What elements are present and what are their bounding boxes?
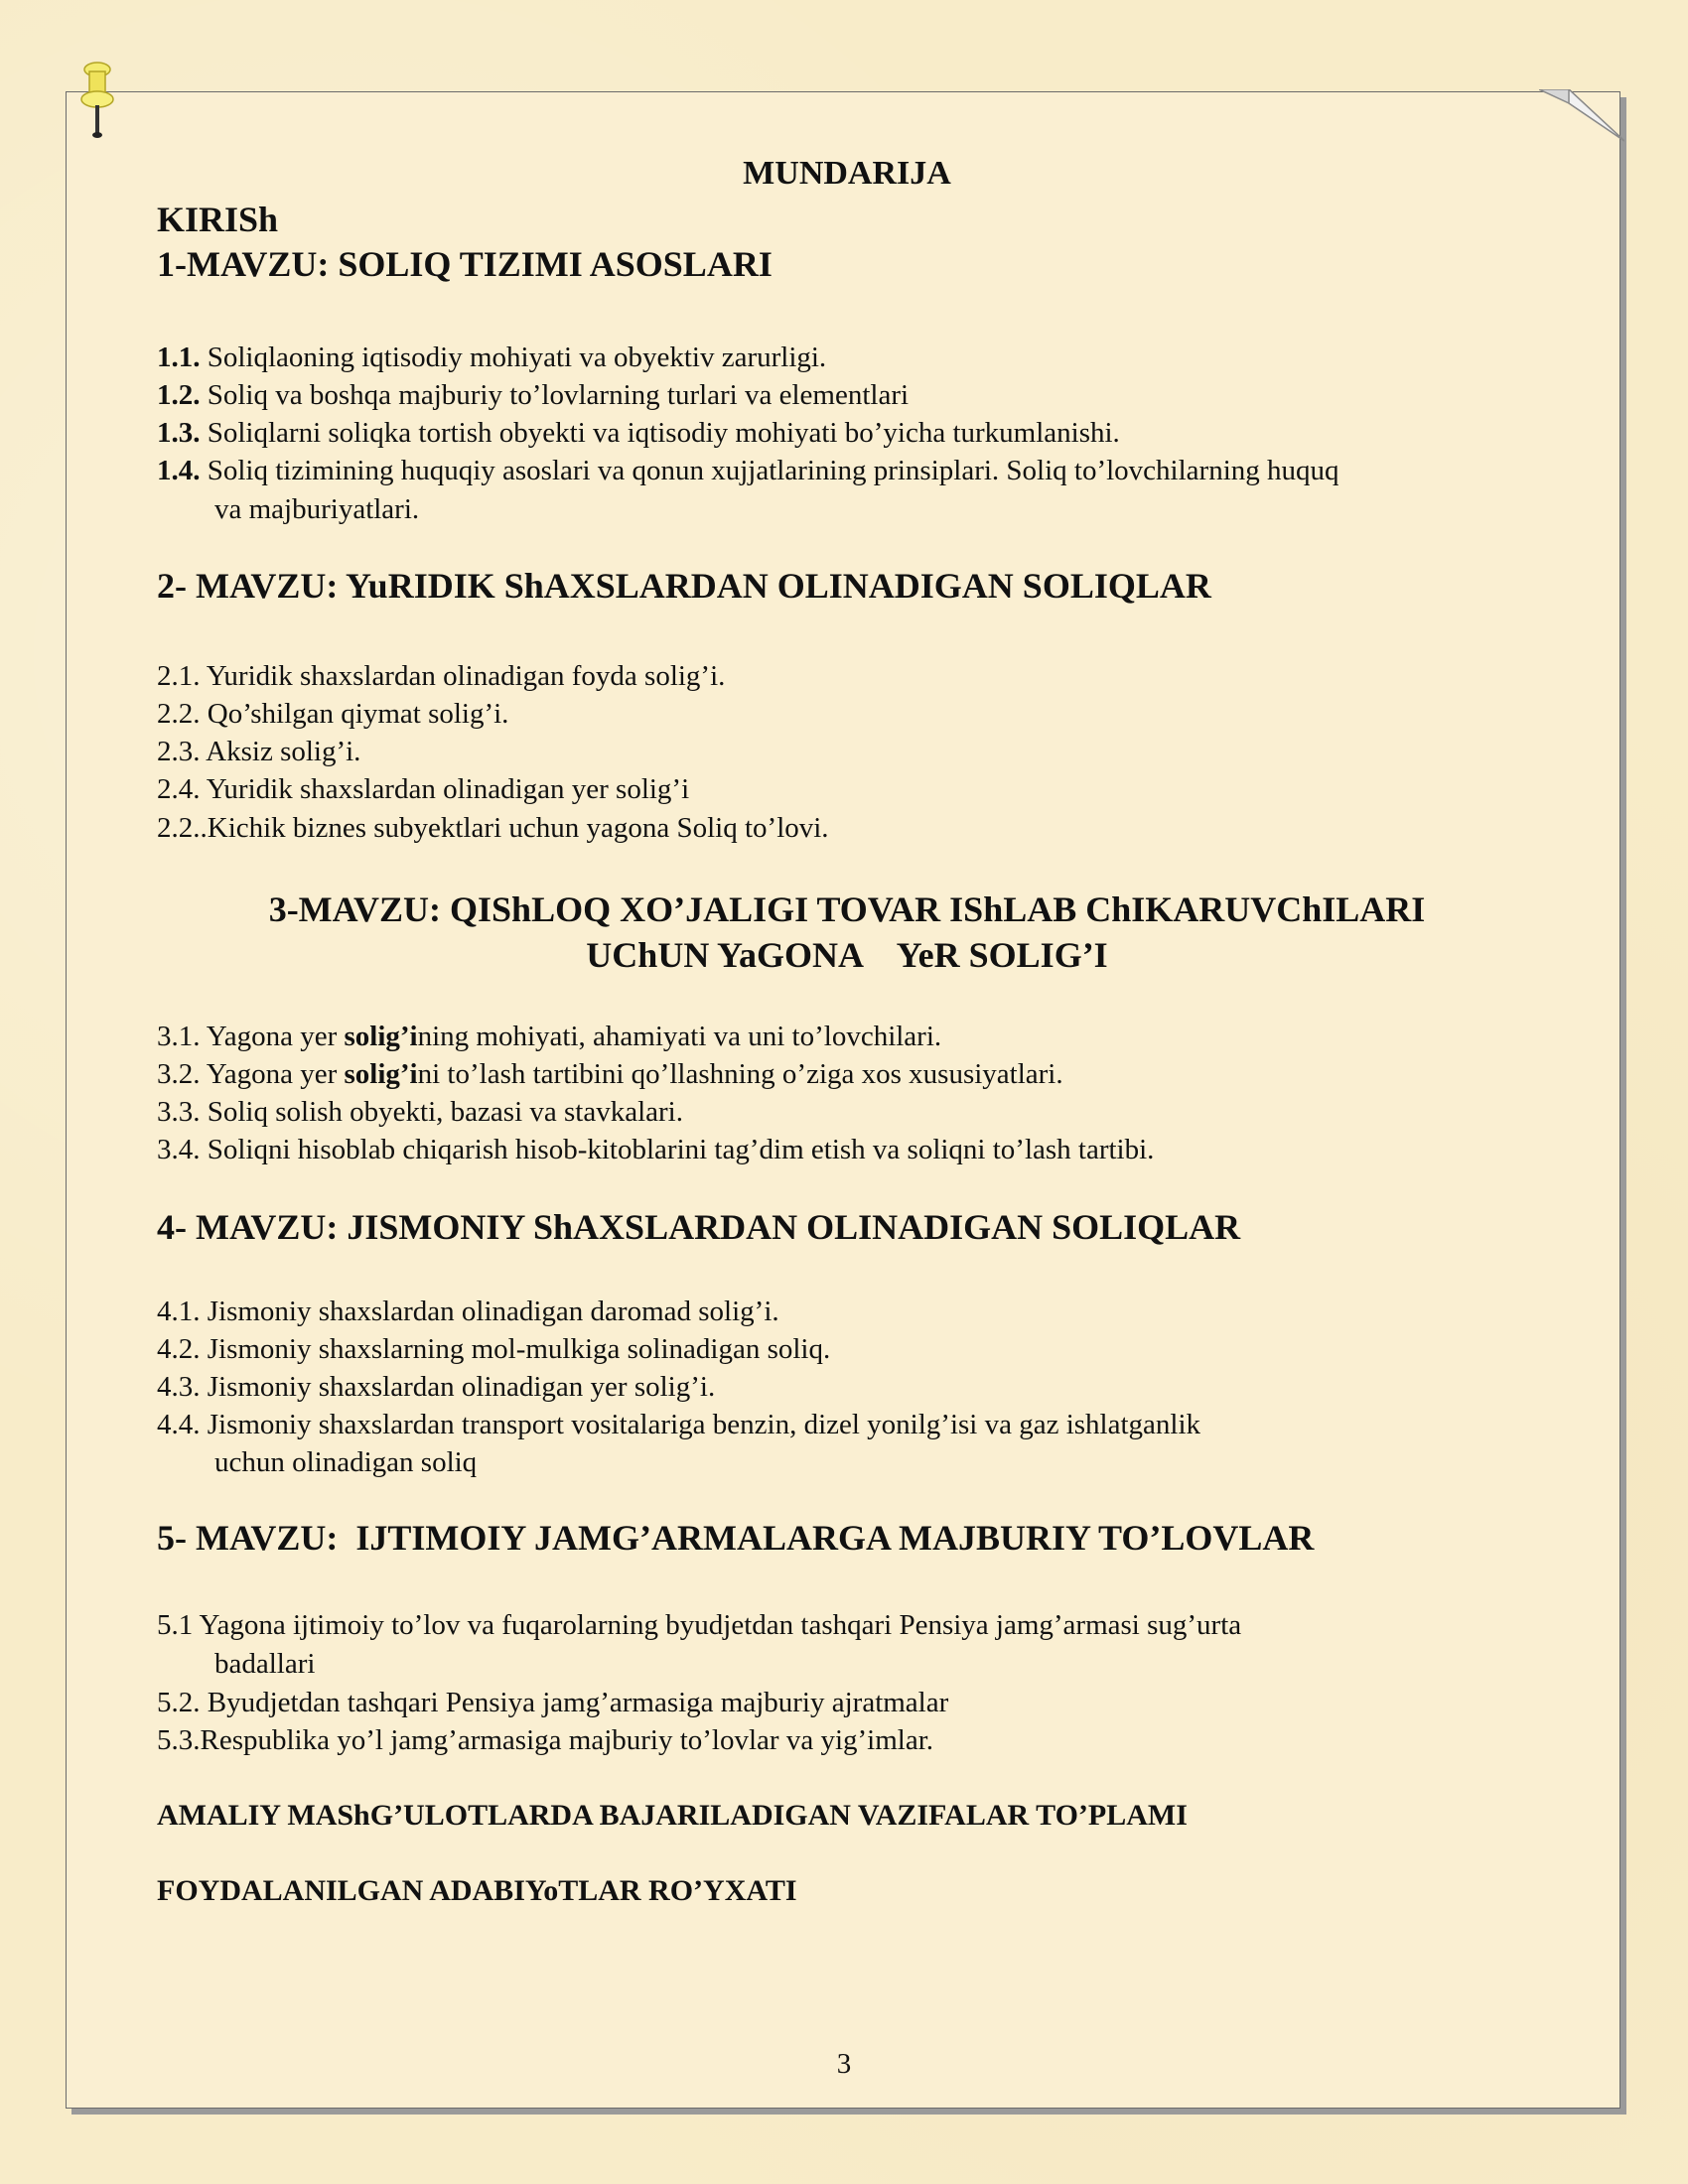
item-text: Jismoniy shaxslarning mol-mulkiga solinadigan soliq. (207, 1333, 831, 1365)
item-text (207, 1058, 1063, 1090)
text-bold-part: solig’i (344, 1021, 418, 1052)
item-text: Jismoniy shaxslardan transport vositalariga benzin, dizel yonilg’isi va gaz ishlatganlik (207, 1409, 1201, 1440)
practical-tasks-entry: AMALIY MAShG’ULOTLARDA BAJARILADIGAN VAZIFALAR TO’PLAMI (157, 1799, 1188, 1832)
pushpin-icon (75, 60, 119, 143)
text-part: ni to’lash tartibini qo’llashning o’ziga xos xususiyatlari. (417, 1058, 1063, 1090)
toc-item (157, 1686, 948, 1719)
item-text: Kichik biznes subyektlari uchun yagona Soliq to’lovi. (207, 812, 829, 844)
toc-item (157, 416, 1120, 450)
toc-item (157, 454, 1339, 487)
item-number: 4.2. (157, 1333, 201, 1365)
item-number: 4.1. (157, 1296, 201, 1327)
item-text: Soliq tizimining huquqiy asoslari va qonun xujjatlarining prinsiplari. Soliq to’lovchilarning huquq (207, 455, 1339, 486)
toc-item (157, 1095, 683, 1129)
item-number: 5.3. (157, 1724, 201, 1756)
page-number: 3 (836, 2048, 852, 2080)
item-number: 2.2. (157, 698, 201, 730)
item-text (207, 1021, 941, 1052)
item-continuation: va majburiyatlari. (214, 493, 420, 525)
item-number: 3.2. (157, 1058, 201, 1090)
text-part: ning mohiyati, ahamiyati va uni to’lovchilari. (417, 1021, 942, 1052)
topic-3-heading-line-2 (157, 935, 1537, 975)
item-number: 2.4. (157, 773, 201, 805)
toc-item (157, 1408, 1200, 1441)
item-text: Aksiz solig’i. (206, 736, 361, 767)
item-text: Respublika yo’l jamg’armasiga majburiy to’lovlar va yig’imlar. (200, 1724, 934, 1756)
toc-item (157, 1332, 830, 1366)
toc-item (157, 735, 360, 768)
item-text: Soliq solish obyekti, bazasi va stavkalari. (207, 1096, 683, 1128)
item-continuation: badallari (214, 1648, 316, 1680)
topic-5-heading (157, 1518, 1315, 1558)
toc-item (157, 341, 826, 374)
toc-item (157, 1133, 1154, 1166)
item-text: Byudjetdan tashqari Pensiya jamg’armasiga majburiy ajratmalar (207, 1687, 949, 1718)
heading-text: UChUN YaGONA YeR SOLIG’I (586, 935, 1108, 975)
item-text: Soliqni hisoblab chiqarish hisob-kitoblarini tag’dim etish va soliqni to’lash tartibi. (207, 1134, 1155, 1165)
toc-title: MUNDARIJA (743, 155, 951, 192)
item-continuation: uchun olinadigan soliq (214, 1446, 478, 1478)
item-text: Yuridik shaxslardan olinadigan foyda solig’i. (206, 660, 726, 692)
page-curl-corner (1539, 89, 1624, 147)
toc-item (157, 1608, 1241, 1642)
topic-4-heading: 4- MAVZU: JISMONIY ShAXSLARDAN OLINADIGAN SOLIQLAR (157, 1207, 1241, 1247)
toc-item (157, 378, 909, 412)
toc-item (157, 1723, 933, 1757)
item-text: Soliqlarni soliqka tortish obyekti va iqtisodiy mohiyati bo’yicha turkumlanishi. (207, 417, 1120, 449)
item-text: Jismoniy shaxslardan olinadigan daromad solig’i. (207, 1296, 779, 1327)
text-part: Yagona yer (206, 1058, 345, 1090)
intro-entry: KIRISh (157, 200, 279, 239)
item-text: Soliq va boshqa majburiy to’lovlarning turlari va elementlari (207, 379, 910, 411)
item-number: 2.2.. (157, 812, 208, 844)
item-number: 1.2. (157, 379, 201, 411)
item-text: Yuridik shaxslardan olinadigan yer solig’i (206, 773, 690, 805)
text-bold-part: solig’i (344, 1058, 418, 1090)
toc-item (157, 1295, 779, 1328)
item-text: Qo’shilgan qiymat solig’i. (207, 698, 509, 730)
toc-item (157, 1370, 715, 1404)
item-number: 4.3. (157, 1371, 201, 1403)
item-number: 3.4. (157, 1134, 201, 1165)
item-number: 2.3. (157, 736, 201, 767)
item-number: 5.1 (157, 1609, 194, 1641)
toc-item (157, 659, 725, 693)
references-entry: FOYDALANILGAN ADABIYoTLAR RO’YXATI (157, 1874, 797, 1907)
item-number: 5.2. (157, 1687, 201, 1718)
heading-text: 5- MAVZU: IJTIMOIY JAMG’ARMALARGA MAJBURIY TO’LOVLAR (157, 1518, 1315, 1558)
topic-2-heading: 2- MAVZU: YuRIDIK ShAXSLARDAN OLINADIGAN SOLIQLAR (157, 566, 1211, 606)
item-number: 1.4. (157, 455, 201, 486)
item-text: Jismoniy shaxslardan olinadigan yer solig’i. (207, 1371, 716, 1403)
item-number: 2.1. (157, 660, 201, 692)
item-number: 4.4. (157, 1409, 201, 1440)
item-number: 1.3. (157, 417, 201, 449)
text-part: Yagona yer (206, 1021, 345, 1052)
toc-item (157, 697, 508, 731)
toc-item (157, 772, 689, 806)
item-number: 1.1. (157, 341, 201, 373)
toc-item (157, 811, 829, 845)
topic-3-heading-line-1: 3-MAVZU: QIShLOQ XO’JALIGI TOVAR IShLAB ChIKARUVChILARI (268, 889, 1426, 929)
item-number: 3.3. (157, 1096, 201, 1128)
toc-item (157, 1057, 1063, 1091)
topic-1-heading: 1-MAVZU: SOLIQ TIZIMI ASOSLARI (157, 244, 773, 284)
item-text: Soliqlaoning iqtisodiy mohiyati va obyektiv zarurligi. (207, 341, 827, 373)
item-number: 3.1. (157, 1021, 201, 1052)
toc-item (157, 1020, 941, 1053)
item-text: Yagona ijtimoiy to’lov va fuqarolarning byudjetdan tashqari Pensiya jamg’armasi sug’urta (199, 1609, 1242, 1641)
